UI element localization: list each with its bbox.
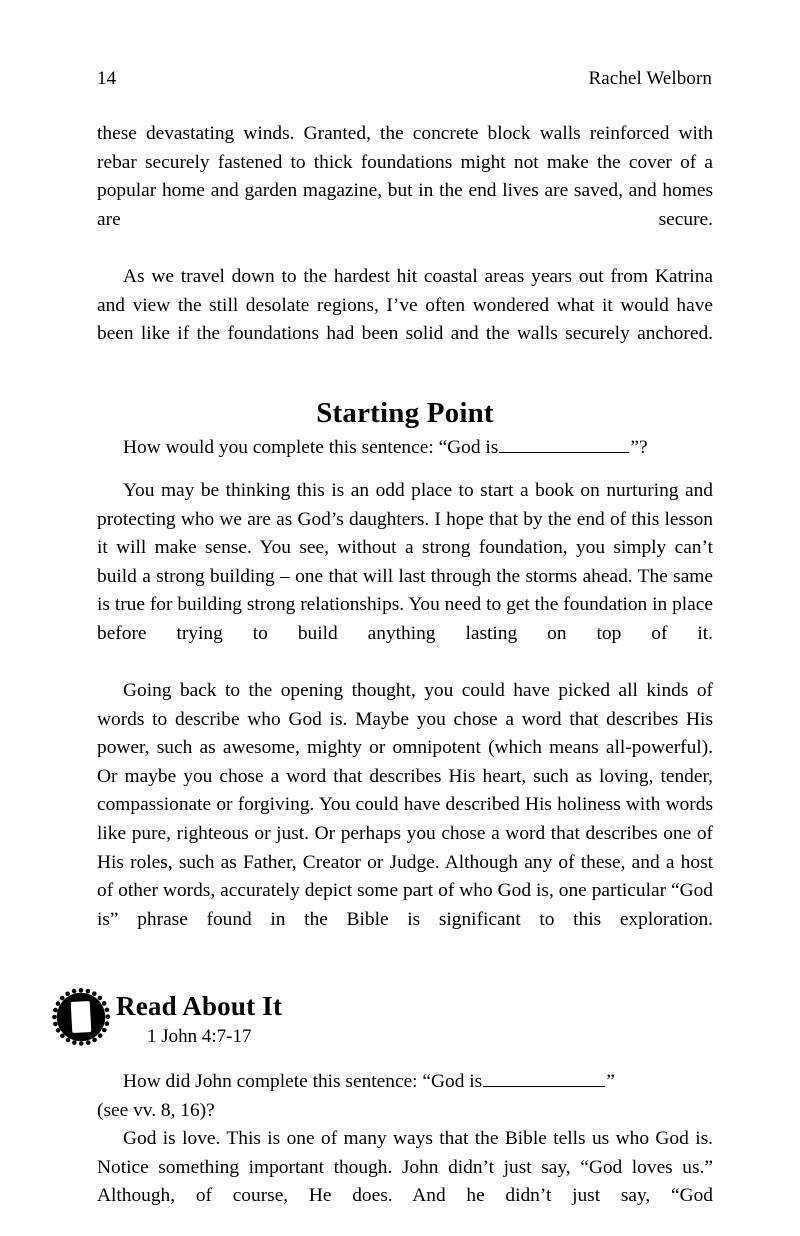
read-question-text: How did John complete this sentence: “God is [123,1071,483,1093]
author-name: Rachel Welborn [588,68,712,89]
page-content [97,0,713,1236]
paragraph: God is love. This is one of many ways that the Bible tells us who God is. Notice something important though. John didn’t just say, “God loves us.” Although, of course, He does. And he didn’t just say, “God [97,1128,713,1207]
fill-in-blank[interactable] [483,1069,605,1087]
fill-in-blank[interactable] [499,435,629,453]
page-number: 14 [97,68,117,89]
read-about-it-section [97,985,713,1050]
read-question-suffix: ” [606,1071,615,1093]
read-about-it-question-line2: (see vv. 8, 16)? [97,1099,215,1121]
read-about-it-heading: Read About It [116,991,283,1022]
paragraph: As we travel down to the hardest hit coastal areas years out from Katrina and view the still desolate regions, I’ve often wondered what it would have been like if the foundations had been solid and the walls securely anchored. [97,265,713,345]
paragraph: Going back to the opening thought, you could have picked all kinds of words to describe who God is. Maybe you chose a word that describes His power, such as awesome, mighty or omnipotent (which means all-powerful). Or maybe you chose a word that describes His heart, such as loving, tender, compassionate or forgiving. You could have described His holiness with words like pure, righteous or just. Or perhaps you chose a word that describes one of His roles, such as Father, Creator or Judge. Although any of these, and a host of other words, accurately depict some part of who God is, one particular “God is” phrase found in the Bible is significant to this exploration. [97,680,713,930]
starting-point-question-suffix: ”? [630,437,648,459]
read-about-it-question [97,1068,713,1097]
starting-point-question-text: How would you complete this sentence: “God is [123,437,499,459]
scripture-reference: 1 John 4:7-17 [147,1026,252,1048]
section-heading-starting-point: Starting Point [316,397,494,430]
book-in-circle-icon [51,987,111,1047]
paragraph: You may be thinking this is an odd place to start a book on nurturing and protecting who we are as God’s daughters. I hope that by the end of this lesson it will make sense. You see, without a strong foundation, you simply can’t build a strong building – one that will last through the storms ahead. The same is true for building strong relationships. You need to get the foundation in place before trying to build anything lasting on top of it. [97,479,713,644]
running-head [97,68,713,90]
starting-point-question [97,434,713,463]
paragraph-continuation: these devastating winds. Granted, the concrete block walls reinforced with rebar securely fastened to thick foundations might not make the cover of a popular home and garden magazine, but in the end lives are saved, and homes are secure. [97,123,713,230]
